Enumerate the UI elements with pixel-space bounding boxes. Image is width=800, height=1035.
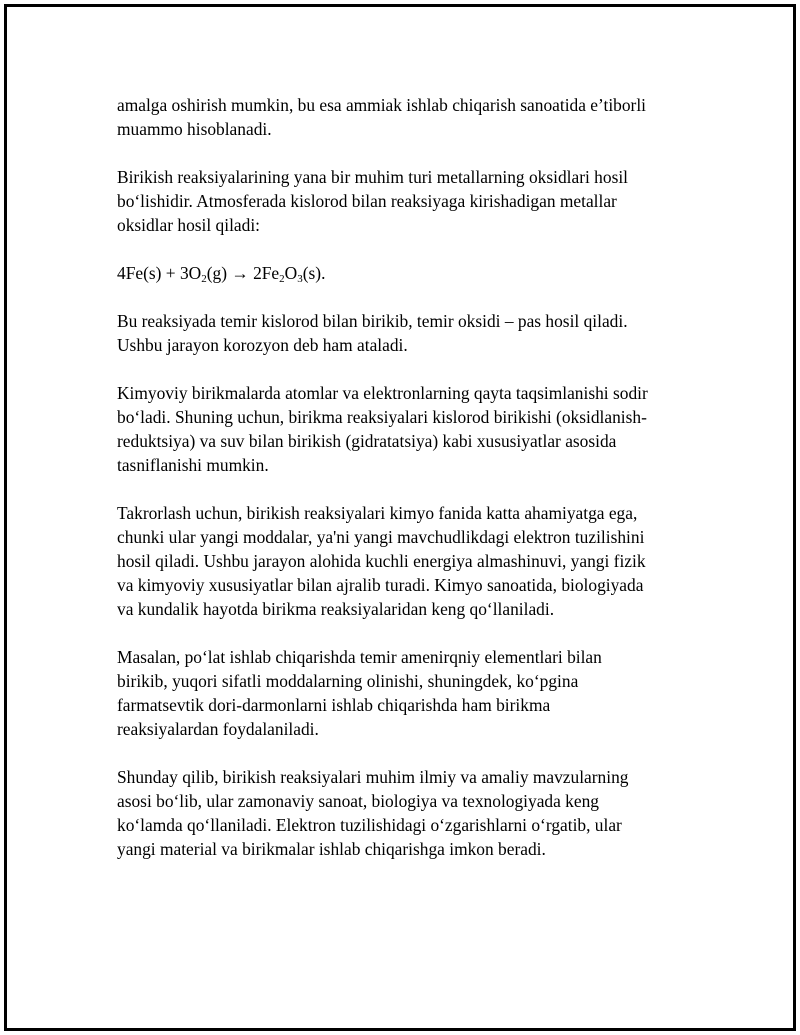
equation-line — [117, 261, 689, 285]
text-line: asosi bo‘lib, ular zamonaviy sanoat, biologiya va texnologiyada keng — [117, 791, 599, 811]
text-line: Bu reaksiyada temir kislorod bilan birikib, temir oksidi – pas hosil qiladi. — [117, 311, 628, 331]
paragraph — [117, 309, 689, 357]
text-line: ko‘lamda qo‘llaniladi. Elektron tuzilishidagi o‘zgarishlarni o‘rgatib, ular — [117, 815, 622, 835]
equation-text: (s). — [302, 263, 326, 283]
subscript: 2 — [201, 273, 207, 285]
paragraph — [117, 381, 689, 477]
text-line: chunki ular yangi moddalar, ya'ni yangi mavchudlikdagi elektron tuzilishini — [117, 527, 645, 547]
text-line: amalga oshirish mumkin, bu esa ammiak ishlab chiqarish sanoatida e’tiborli — [117, 95, 647, 115]
text-line: Kimyoviy birikmalarda atomlar va elektronlarning qayta taqsimlanishi sodir — [117, 383, 648, 403]
text-line: reduktsiya) va suv bilan birikish (gidratatsiya) kabi xususiyatlar asosida — [117, 431, 617, 451]
paragraph — [117, 501, 689, 621]
text-line: bo‘ladi. Shuning uchun, birikma reaksiyalari kislorod birikishi (oksidlanish- — [117, 407, 647, 427]
text-line: muammo hisoblanadi. — [117, 119, 272, 139]
text-line: Ushbu jarayon korozyon deb ham ataladi. — [117, 335, 408, 355]
text-line: oksidlar hosil qiladi: — [117, 215, 260, 235]
text-line: reaksiyalardan foydalaniladi. — [117, 719, 319, 739]
text-line: hosil qiladi. Ushbu jarayon alohida kuchli energiya almashinuvi, yangi fizik — [117, 551, 646, 571]
text-line: va kundalik hayotda birikma reaksiyalaridan keng qo‘llaniladi. — [117, 599, 555, 619]
text-line: va kimyoviy xususiyatlar bilan ajralib turadi. Kimyo sanoatida, biologiyada — [117, 575, 644, 595]
subscript: 2 — [279, 273, 285, 285]
equation-text: (g) → 2Fe — [206, 263, 280, 283]
paragraph — [117, 165, 689, 237]
paragraph — [117, 93, 689, 141]
subscript: 3 — [297, 273, 303, 285]
text-line: tasniflanishi mumkin. — [117, 455, 269, 475]
text-line: bo‘lishidir. Atmosferada kislorod bilan reaksiyaga kirishadigan metallar — [117, 191, 617, 211]
text-line: birikib, yuqori sifatli moddalarning olinishi, shuningdek, ko‘pgina — [117, 671, 579, 691]
text-line: Masalan, po‘lat ishlab chiqarishda temir amenirqniy elementlari bilan — [117, 647, 602, 667]
text-line: farmatsevtik dori-darmonlarni ishlab chiqarishda ham birikma — [117, 695, 551, 715]
paragraph — [117, 765, 689, 861]
equation-text: O — [284, 263, 298, 283]
text-line: Takrorlash uchun, birikish reaksiyalari kimyo fanida katta ahamiyatga ega, — [117, 503, 638, 523]
text-line: yangi material va birikmalar ishlab chiqarishga imkon beradi. — [117, 839, 546, 859]
document-body — [117, 93, 689, 885]
equation-text: 4Fe(s) + 3O — [117, 263, 202, 283]
text-line: Birikish reaksiyalarining yana bir muhim turi metallarning oksidlari hosil — [117, 167, 628, 187]
text-line: Shunday qilib, birikish reaksiyalari muhim ilmiy va amaliy mavzularning — [117, 767, 629, 787]
paragraph — [117, 645, 689, 741]
chemical-equation — [117, 261, 689, 285]
